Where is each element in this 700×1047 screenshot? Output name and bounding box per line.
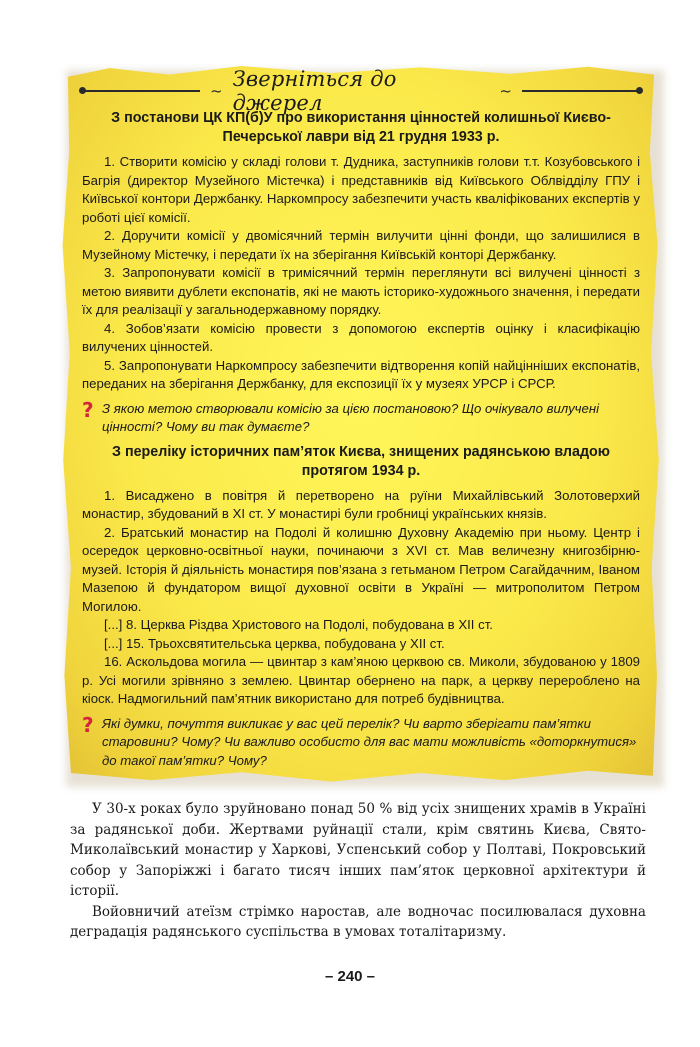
sources-box [82, 67, 640, 776]
main-paragraph-1: У 30-х роках було зруйновано понад 50 % від усіх знищених храмів в Україні за радянської доби. Жертвами руйнації стали, крім святинь Києва, Свято-Миколаївський монастир у Харкові, Успенський собор у Полтаві, Покровський собор у Запоріжжі і багато тисяч інших пам’яток церковної архітектури й історії. [70, 801, 646, 899]
question-mark-icon: ? [82, 712, 94, 737]
doc1-item-5: 5. Запропонувати Наркомпросу забезпечити відтворення копій найцінніших експонатів, переданих на зберігання Держбанку, для експозиції їх у музеях УРСР і СРСР. [82, 357, 640, 391]
doc2-item-2: 2. Братський монастир на Подолі й колишню Духовну Академію при ньому. Центр і осередок церковно-освітньої науки, починаючи з XVI ст. Мав величезну книгозбірню-музей. Історія й діяльність монастиря пов’язана з гетьманом Петром Сагайдачним, Іваном Мазепою й фундатором вищої духовної освіти в Україні — митрополитом Петром Могилою. [82, 524, 640, 614]
doc2-item-8: [...] 8. Церква Різдва Христового на Подолі, побудована в XII ст. [104, 617, 493, 632]
doc1-title: З постанови ЦК КП(б)У про використання цінностей колишньої Києво-Печерської лаври від 21 грудня 1933 р. [111, 110, 611, 145]
ornament-right-icon: ~ [499, 82, 512, 100]
doc1-question [82, 397, 640, 437]
doc1-item-4: 4. Зобов’язати комісію провести з допомогою експертів оцінку і класифікацію вилучених цінностей. [82, 320, 640, 354]
sources-heading-row [82, 67, 640, 115]
doc1-item-3: 3. Запропонувати комісії в тримісячний термін переглянути всі вилучені цінності з метою виявити дублети експонатів, які не мають історико-художнього значення, і передати їх для реалізації у загальнодержавному порядку. [82, 265, 640, 317]
doc2-item-1: 1. Висаджено в повітря й перетворено на руїни Михайлівський Золотоверхий монастир, збудований в XI ст. У монастирі були гробниці українських князів. [82, 487, 640, 521]
doc1-question-text: З якою метою створювали комісію за цією постановою? Що очікувало вилучені цінності? Чому ви так думаєте? [102, 400, 600, 434]
sources-heading: Зверніться до джерел [232, 67, 397, 115]
doc2-question-text: Які думки, почуття викликає у вас цей перелік? Чи варто зберігати пам’ятки старовини? Чому? Чи важливо особисто для вас мати можливість «доторкнутися» до такої пам’ятки? Чому? [102, 715, 637, 768]
doc2-item-16: 16. Аскольдова могила — цвинтар з кам’яною церквою св. Миколи, збудованою у 1809 р. Усі могили зрівняно з землею. Цвинтар обернено на парк, а церкву перероблено на кіоск. Надмогильний пам’ятник використано для потреб будівництва. [82, 654, 640, 706]
doc1-item-2: 2. Доручити комісії у двомісячний термін вилучити цінні фонди, що залишилися в Музейному Містечку, і передати їх на зберігання Київській конторі Держбанку. [82, 228, 640, 262]
main-text [70, 799, 646, 943]
doc2-item-15: [...] 15. Трьохсвятительська церква, побудована у XII ст. [104, 635, 445, 651]
page-number: – 240 – [324, 968, 376, 985]
heading-rule-left [82, 90, 200, 92]
doc2-question [82, 712, 640, 771]
question-mark-icon: ? [82, 397, 94, 422]
heading-rule-right [522, 90, 640, 92]
doc1-item-1: 1. Створити комісію у складі голови т. Дудника, заступників голови т.т. Козубовського і Багрія (директор Музейного Містечка) і представників від Київського Облвідділу ГПУ і Київської контори Держбанку. Наркомпросу забезпечити участь кваліфікованих експертів у роботі цієї комісії. [82, 154, 640, 225]
doc2-title: З переліку історичних пам’яток Києва, знищених радянською владою протягом 1934 р. [112, 443, 610, 479]
main-paragraph-2: Войовничий атеїзм стрімко наростав, але водночас посилювалася духовна деградація радянського суспільства в умовах тоталітаризму. [70, 903, 646, 940]
ornament-left-icon: ~ [210, 82, 223, 100]
